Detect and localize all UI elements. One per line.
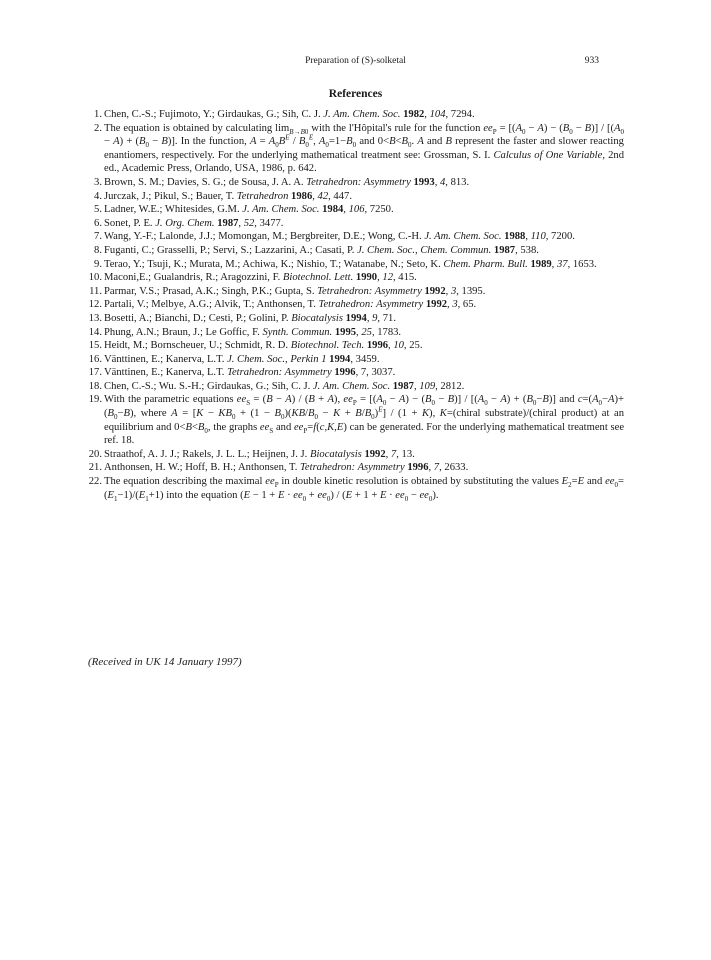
reference-number: 7. <box>94 231 102 243</box>
reference-number: 16. <box>88 353 102 365</box>
reference-item <box>88 176 624 190</box>
reference-item <box>88 380 624 394</box>
reference-number: 22. <box>88 476 102 488</box>
reference-number: 3. <box>94 176 102 188</box>
reference-item <box>88 475 624 502</box>
reference-item <box>88 393 624 447</box>
reference-number: 2. <box>94 122 102 134</box>
reference-text: The equation describing the maximal $ee_P$ in double kinetic resolution is obtained by substituting the values $E_2=E$ and $ee_0=(E_1-1)/(E_1+1)$ into the equation $(E - 1 + E \cdot ee_0 + ee_0) / (E + 1 + E \cdot ee_0 - ee_0)$. <box>104 476 624 503</box>
reference-number: 1. <box>94 109 102 120</box>
running-header <box>0 56 711 70</box>
reference-number: 18. <box>88 380 102 392</box>
reference-text: Heidt, M.; Bornscheuer, U.; Schmidt, R. D. Biotechnol. Tech. 1996, 10, 25. <box>104 340 423 352</box>
reference-number: 9. <box>94 258 102 270</box>
reference-item <box>88 230 624 244</box>
reference-item <box>88 298 624 312</box>
reference-item <box>88 461 624 475</box>
reference-number: 19. <box>88 394 102 406</box>
reference-item <box>88 326 624 340</box>
reference-text: Vänttinen, E.; Kanerva, L.T. J. Chem. Soc., Perkin 1 1994, 3459. <box>104 353 380 365</box>
reference-item <box>88 122 624 176</box>
reference-number: 15. <box>88 340 102 352</box>
reference-text: The equation is obtained by calculating $\lim_{B\to B0}$ with the l'Hôpital's rule for the function $ee_P = [(A_0 - A) - (B_0 - B)] / [(A_0 - A) + (B_0 - B)]$. In the function, $A = A_0B^E / B_0^E$, $A_0=1-B_0$ and $0<B<B_0$. A and B represent the faster and slower reacting enantiomers, respectively. For the underlying mathematical treatment see: Grossman, S. I. Calculus of One Variable, 2nd ed., Academic Press, Orlando, USA, 1986, p. 642. <box>104 122 625 175</box>
page-number: 933 <box>584 56 599 66</box>
running-title: Preparation of (S)-solketal <box>305 56 406 66</box>
reference-text: Chen, C.-S.; Fujimoto, Y.; Girdaukas, G.; Sih, C. J. J. Am. Chem. Soc. 1982, 104, 7294. <box>104 109 475 120</box>
reference-item <box>88 366 624 380</box>
reference-text: Parmar, V.S.; Prasad, A.K.; Singh, P.K.; Gupta, S. Tetrahedron: Asymmetry 1992, 3, 1395. <box>104 285 486 297</box>
reference-text: Anthonsen, H. W.; Hoff, B. H.; Anthonsen, T. Tetrahedron: Asymmetry 1996, 7, 2633. <box>104 462 469 474</box>
reference-text: Vänttinen, E.; Kanerva, L.T. Tetrahedron: Asymmetry 1996, 7, 3037. <box>104 367 396 379</box>
reference-item <box>88 353 624 367</box>
reference-list <box>88 108 624 502</box>
reference-text: Terao, Y.; Tsuji, K.; Murata, M.; Achiwa, K.; Nishio, T.; Watanabe, N.; Seto, K. Chem. Pharm. Bull. 1989, 37, 1653. <box>104 258 597 270</box>
reference-item <box>88 339 624 353</box>
reference-number: 14. <box>88 326 102 338</box>
reference-number: 10. <box>88 272 102 284</box>
reference-number: 12. <box>88 299 102 311</box>
reference-item <box>88 244 624 258</box>
reference-number: 5. <box>94 204 102 216</box>
reference-text: Chen, C.-S.; Wu. S.-H.; Girdaukas, G.; Sih, C. J. J. Am. Chem. Soc. 1987, 109, 2812. <box>104 380 465 392</box>
reference-item <box>88 271 624 285</box>
reference-number: 20. <box>88 448 102 460</box>
reference-text: Phung, A.N.; Braun, J.; Le Goffic, F. Synth. Commun. 1995, 25, 1783. <box>104 326 402 338</box>
reference-number: 13. <box>88 312 102 324</box>
reference-number: 6. <box>94 217 102 229</box>
reference-text: Bosetti, A.; Bianchi, D.; Cesti, P.; Golini, P. Biocatalysis 1994, 9, 71. <box>104 312 396 324</box>
reference-text: Straathof, A. J. J.; Rakels, J. L. L.; Heijnen, J. J. Biocatalysis 1992, 7, 13. <box>104 448 415 460</box>
reference-item <box>88 258 624 272</box>
reference-text: Ladner, W.E.; Whitesides, G.M. J. Am. Chem. Soc. 1984, 106, 7250. <box>104 204 394 216</box>
reference-text: Partali, V.; Melbye, A.G.; Alvik, T.; Anthonsen, T. Tetrahedron: Asymmetry 1992, 3, 65. <box>104 299 477 311</box>
reference-text: Jurczak, J.; Pikul, S.; Bauer, T. Tetrahedron 1986, 42, 447. <box>104 190 352 202</box>
reference-item <box>88 190 624 204</box>
reference-number: 17. <box>88 367 102 379</box>
received-date: (Received in UK 14 January 1997) <box>88 656 242 668</box>
reference-number: 11. <box>89 285 102 297</box>
reference-text: Brown, S. M.; Davies, S. G.; de Sousa, J. A. A. Tetrahedron: Asymmetry 1993, 4, 813. <box>104 176 470 188</box>
reference-number: 21. <box>88 462 102 474</box>
reference-text: Wang, Y.-F.; Lalonde, J.J.; Momongan, M.; Bergbreiter, D.E.; Wong, C.-H. J. Am. Chem. Soc. 1988, 110, 7200. <box>104 231 575 243</box>
reference-item <box>88 217 624 231</box>
reference-item <box>88 108 624 122</box>
reference-item <box>88 312 624 326</box>
reference-text: Sonet, P. E. J. Org. Chem. 1987, 52, 3477. <box>104 217 284 229</box>
reference-item <box>88 448 624 462</box>
references-heading: References <box>328 88 383 100</box>
reference-item <box>88 203 624 217</box>
reference-text: With the parametric equations $ee_S = (B - A) / (B + A)$, $ee_P = [(A_0 - A) - (B_0 - B)] / [(A_0 - A) + (B_0-B)]$ and $c=(A_0-A)+(B_0-B)$, where $A = [K - KB_0 + (1 - B_0)(KB/B_0 - K + B/B_0)^E] / (1 + K)$, K=(chiral substrate)/(chiral product) at an equilibrium and $0<B<B_0$, the graphs $ee_S$ and $ee_P=f(c,K,E)$ can be generated. For the underlying mathematical treatment see ref. 18. <box>104 394 625 447</box>
reference-item <box>88 285 624 299</box>
reference-text: Maconi,E.; Gualandris, R.; Aragozzini, F. Biotechnol. Lett. 1990, 12, 415. <box>104 272 417 284</box>
reference-number: 8. <box>94 244 102 256</box>
reference-number: 4. <box>94 190 102 202</box>
reference-text: Fuganti, C.; Grasselli, P.; Servi, S.; Lazzarini, A.; Casati, P. J. Chem. Soc., Chem. Commun. 1987, 538. <box>104 244 539 256</box>
